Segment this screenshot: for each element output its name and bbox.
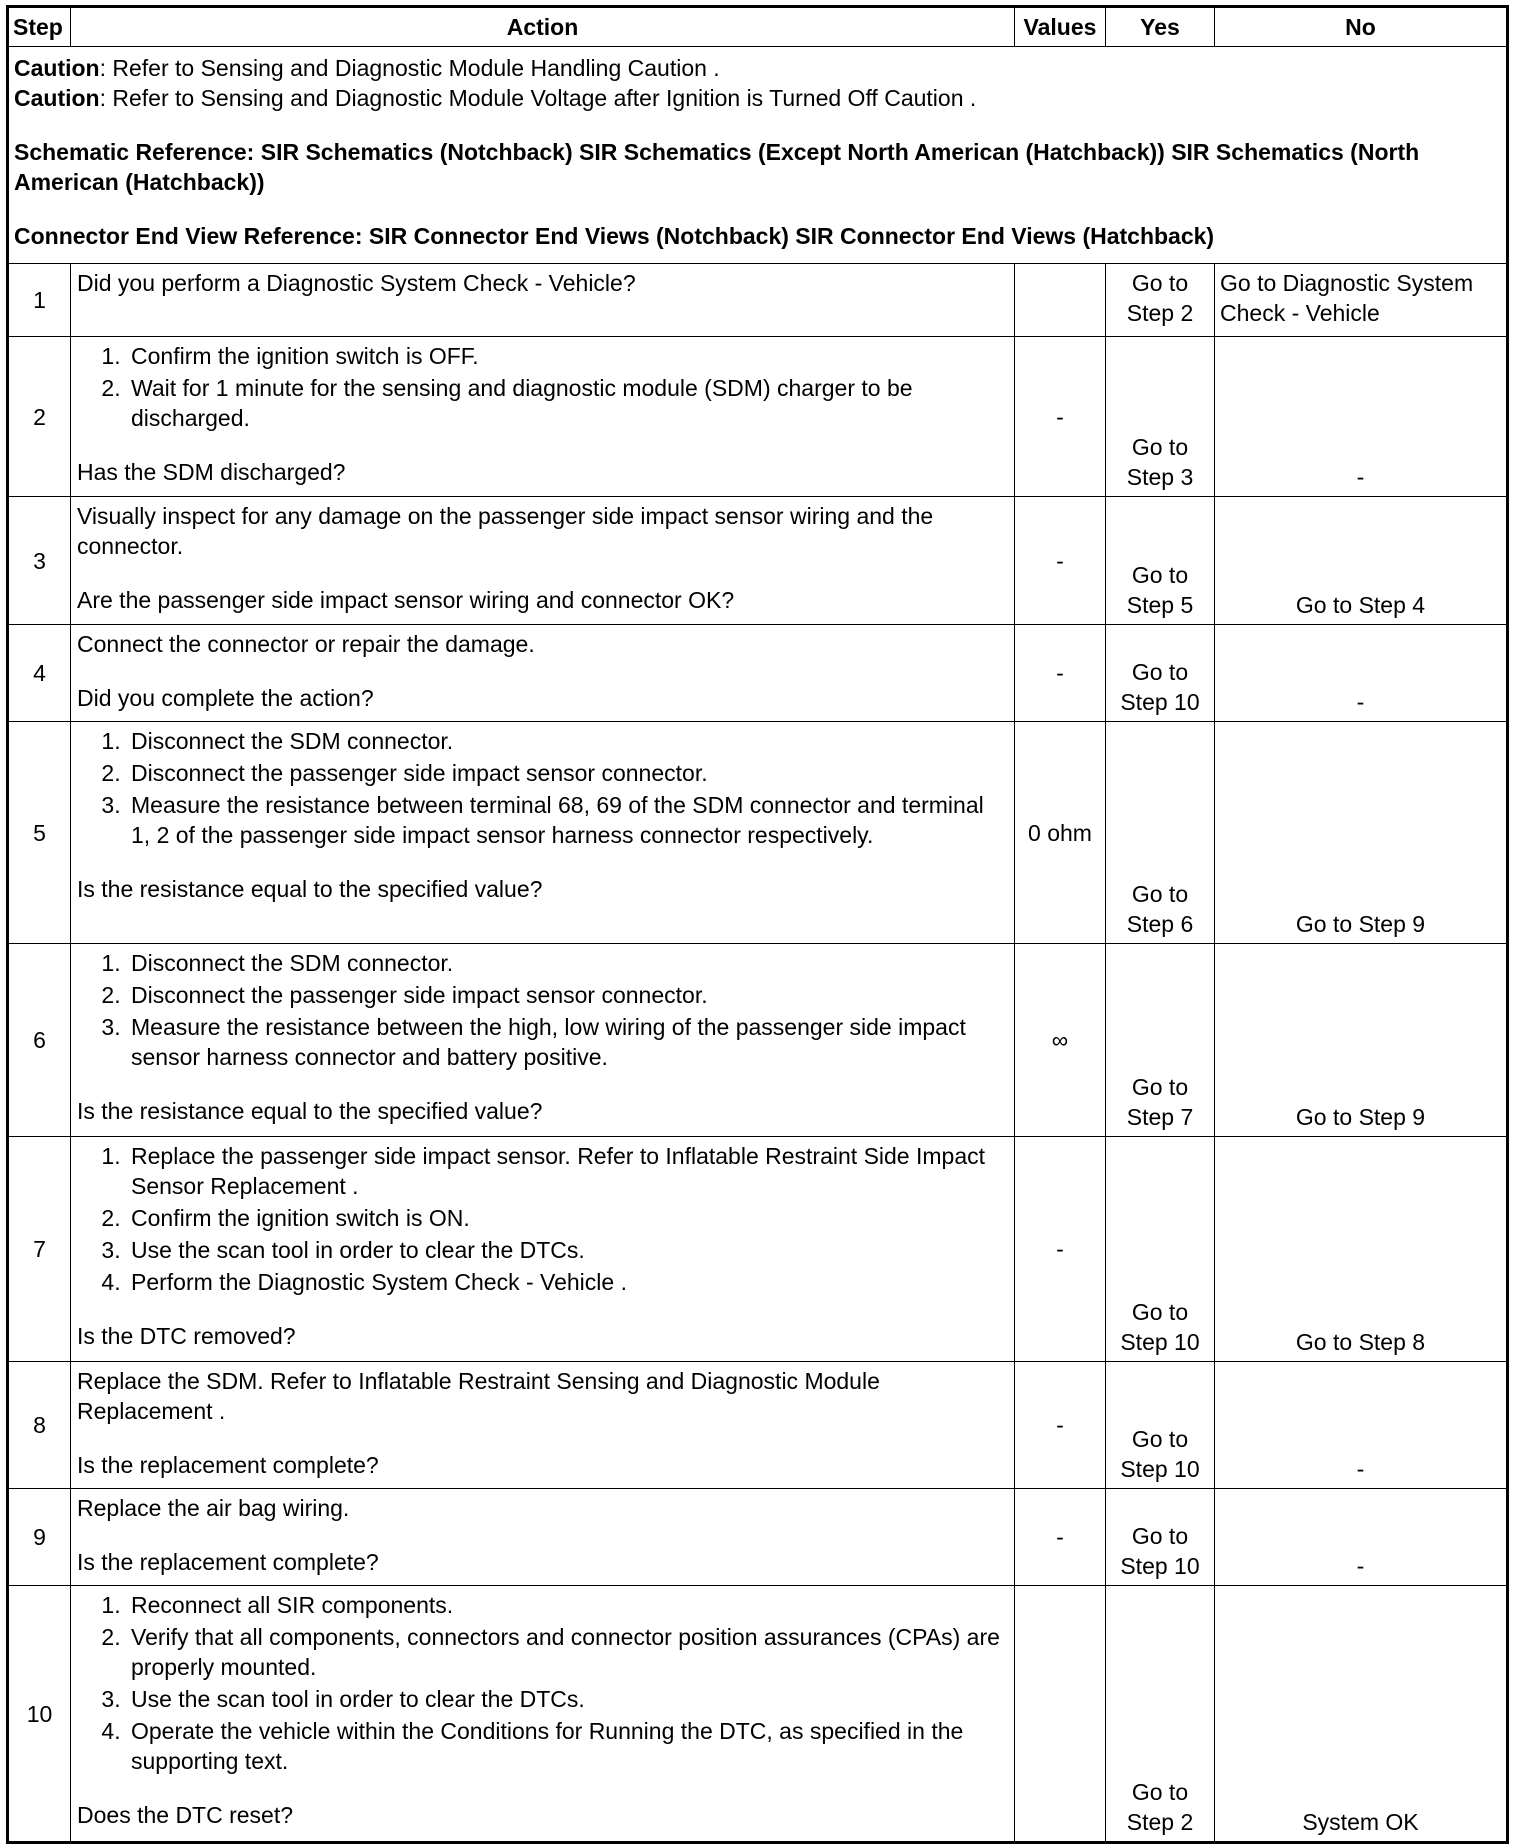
step-number: 4 [8, 625, 71, 722]
action-list [77, 341, 1008, 433]
caution-label: Caution [14, 85, 100, 111]
values-cell [1015, 1586, 1106, 1843]
action-item: 2. Verify that all components, connectors and connector position assurances (CPAs) are properly mounted. [127, 1622, 1008, 1682]
values-cell: - [1015, 1362, 1106, 1489]
values-cell: - [1015, 1489, 1106, 1586]
values-cell [1015, 264, 1106, 337]
caution-label: Caution [14, 55, 100, 81]
action-item: 3. Measure the resistance between the high, low wiring of the passenger side impact sensor harness connector and battery positive. [127, 1012, 1008, 1072]
no-link[interactable]: System OK [1215, 1586, 1508, 1843]
schematic-label: Schematic Reference: [14, 139, 261, 165]
no-cell: - [1215, 1489, 1508, 1586]
action-item: 1. Disconnect the SDM connector. [127, 726, 1008, 756]
step-number: 8 [8, 1362, 71, 1489]
values-cell: - [1015, 1137, 1106, 1362]
yes-link[interactable]: Go to Step 2 [1106, 1586, 1215, 1843]
step-number: 2 [8, 337, 71, 497]
question-text: Is the DTC removed? [77, 1323, 296, 1349]
column-header-no: No [1215, 7, 1508, 47]
column-header-values: Values [1015, 7, 1106, 47]
action-item: 3. Use the scan tool in order to clear the DTCs. [127, 1684, 1008, 1714]
step-number: 10 [8, 1586, 71, 1843]
values-cell: - [1015, 625, 1106, 722]
values-cell: 0 ohm [1015, 722, 1106, 944]
action-cell [71, 1489, 1015, 1586]
action-text: Connect the connector or repair the damage. [77, 631, 535, 657]
question-text: Has the SDM discharged? [77, 459, 346, 485]
action-text: Replace the air bag wiring. [77, 1495, 350, 1521]
action-cell [71, 497, 1015, 625]
step-number: 6 [8, 944, 71, 1137]
action-item: 1. Replace the passenger side impact sensor. Refer to Inflatable Restraint Side Impact Sensor Replacement . [127, 1141, 1008, 1201]
action-item: 3. Measure the resistance between terminal 68, 69 of the SDM connector and terminal 1, 2 of the passenger side impact sensor harness connector respectively. [127, 790, 1008, 850]
action-item: 3. Use the scan tool in order to clear the DTCs. [127, 1235, 1008, 1265]
notes-cell [8, 47, 1508, 264]
table-row [8, 337, 1508, 497]
action-item: 2. Wait for 1 minute for the sensing and diagnostic module (SDM) charger to be discharged. [127, 373, 1008, 433]
table-row [8, 1137, 1508, 1362]
yes-link[interactable]: Go to Step 5 [1106, 497, 1215, 625]
action-cell [71, 1362, 1015, 1489]
action-cell [71, 722, 1015, 944]
connector-label: Connector End View Reference: [14, 223, 369, 249]
action-item: 4. Perform the Diagnostic System Check - Vehicle . [127, 1267, 1008, 1297]
action-list [77, 1590, 1008, 1776]
yes-link[interactable]: Go to Step 10 [1106, 1489, 1215, 1586]
action-item: 2. Confirm the ignition switch is ON. [127, 1203, 1008, 1233]
no-link[interactable]: Go to Step 9 [1215, 944, 1508, 1137]
action-cell [71, 625, 1015, 722]
yes-link[interactable]: Go to Step 10 [1106, 1137, 1215, 1362]
column-header-action: Action [71, 7, 1015, 47]
values-cell: ∞ [1015, 944, 1106, 1137]
diagnostic-table [6, 5, 1509, 1844]
question-text: Is the resistance equal to the specified value? [77, 1098, 543, 1124]
action-item: 1. Disconnect the SDM connector. [127, 948, 1008, 978]
step-number: 5 [8, 722, 71, 944]
table-row [8, 1489, 1508, 1586]
connector-links[interactable]: SIR Connector End Views (Notchback) SIR Connector End Views (Hatchback) [368, 223, 1215, 249]
action-item: 4. Operate the vehicle within the Conditions for Running the DTC, as specified in the supporting text. [127, 1716, 1008, 1776]
no-cell: - [1215, 1362, 1508, 1489]
caution-text: : Refer to Sensing and Diagnostic Module Voltage after Ignition is Turned Off Caution . [99, 85, 977, 111]
question-text: Does the DTC reset? [77, 1802, 294, 1828]
action-list [77, 726, 1008, 850]
action-text: Visually inspect for any damage on the passenger side impact sensor wiring and the connector. [77, 503, 934, 559]
table-row [8, 1362, 1508, 1489]
action-cell [71, 264, 1015, 337]
caution-note [14, 83, 1501, 113]
step-number: 7 [8, 1137, 71, 1362]
table-row [8, 944, 1508, 1137]
table-row [8, 1586, 1508, 1843]
question-text: Is the replacement complete? [77, 1452, 379, 1478]
step-number: 3 [8, 497, 71, 625]
caution-note [14, 53, 1501, 83]
action-cell [71, 944, 1015, 1137]
step-number: 1 [8, 264, 71, 337]
question-text: Did you complete the action? [77, 685, 374, 711]
action-cell [71, 337, 1015, 497]
schematic-links[interactable]: SIR Schematics (Notchback) SIR Schematics (Except North American (Hatchback)) SIR Schematics (North American (Hatchback)) [14, 139, 1420, 195]
action-list [77, 948, 1008, 1072]
action-list [77, 1141, 1008, 1297]
header-row [8, 7, 1508, 47]
no-link[interactable]: Go to Step 9 [1215, 722, 1508, 944]
schematic-reference [14, 137, 1501, 197]
yes-link[interactable]: Go to Step 10 [1106, 625, 1215, 722]
question-text: Is the resistance equal to the specified value? [77, 876, 543, 902]
values-cell: - [1015, 337, 1106, 497]
table-row [8, 625, 1508, 722]
column-header-yes: Yes [1106, 7, 1215, 47]
no-cell: - [1215, 337, 1508, 497]
notes-row [8, 47, 1508, 264]
action-item: 1. Confirm the ignition switch is OFF. [127, 341, 1008, 371]
action-item: 2. Disconnect the passenger side impact sensor connector. [127, 758, 1008, 788]
action-text: Replace the SDM. Refer to Inflatable Restraint Sensing and Diagnostic Module Replacement . [77, 1368, 880, 1424]
question-text: Is the replacement complete? [77, 1549, 379, 1575]
no-link[interactable]: Go to Diagnostic System Check - Vehicle [1215, 264, 1508, 337]
yes-link[interactable]: Go to Step 10 [1106, 1362, 1215, 1489]
connector-reference [14, 221, 1501, 251]
table-row [8, 264, 1508, 337]
action-cell [71, 1586, 1015, 1843]
question-text: Are the passenger side impact sensor wiring and connector OK? [77, 587, 735, 613]
no-link[interactable]: Go to Step 8 [1215, 1137, 1508, 1362]
table-row [8, 722, 1508, 944]
action-item: 2. Disconnect the passenger side impact sensor connector. [127, 980, 1008, 1010]
no-cell: - [1215, 625, 1508, 722]
yes-link[interactable]: Go to Step 6 [1106, 722, 1215, 944]
yes-link[interactable]: Go to Step 3 [1106, 337, 1215, 497]
action-cell [71, 1137, 1015, 1362]
yes-link[interactable]: Go to Step 2 [1106, 264, 1215, 337]
caution-text: : Refer to Sensing and Diagnostic Module Handling Caution . [99, 55, 720, 81]
step-number: 9 [8, 1489, 71, 1586]
yes-link[interactable]: Go to Step 7 [1106, 944, 1215, 1137]
column-header-step: Step [8, 7, 71, 47]
no-link[interactable]: Go to Step 4 [1215, 497, 1508, 625]
action-text: Did you perform a Diagnostic System Check - Vehicle? [77, 270, 636, 296]
values-cell: - [1015, 497, 1106, 625]
action-item: 1. Reconnect all SIR components. [127, 1590, 1008, 1620]
table-row [8, 497, 1508, 625]
